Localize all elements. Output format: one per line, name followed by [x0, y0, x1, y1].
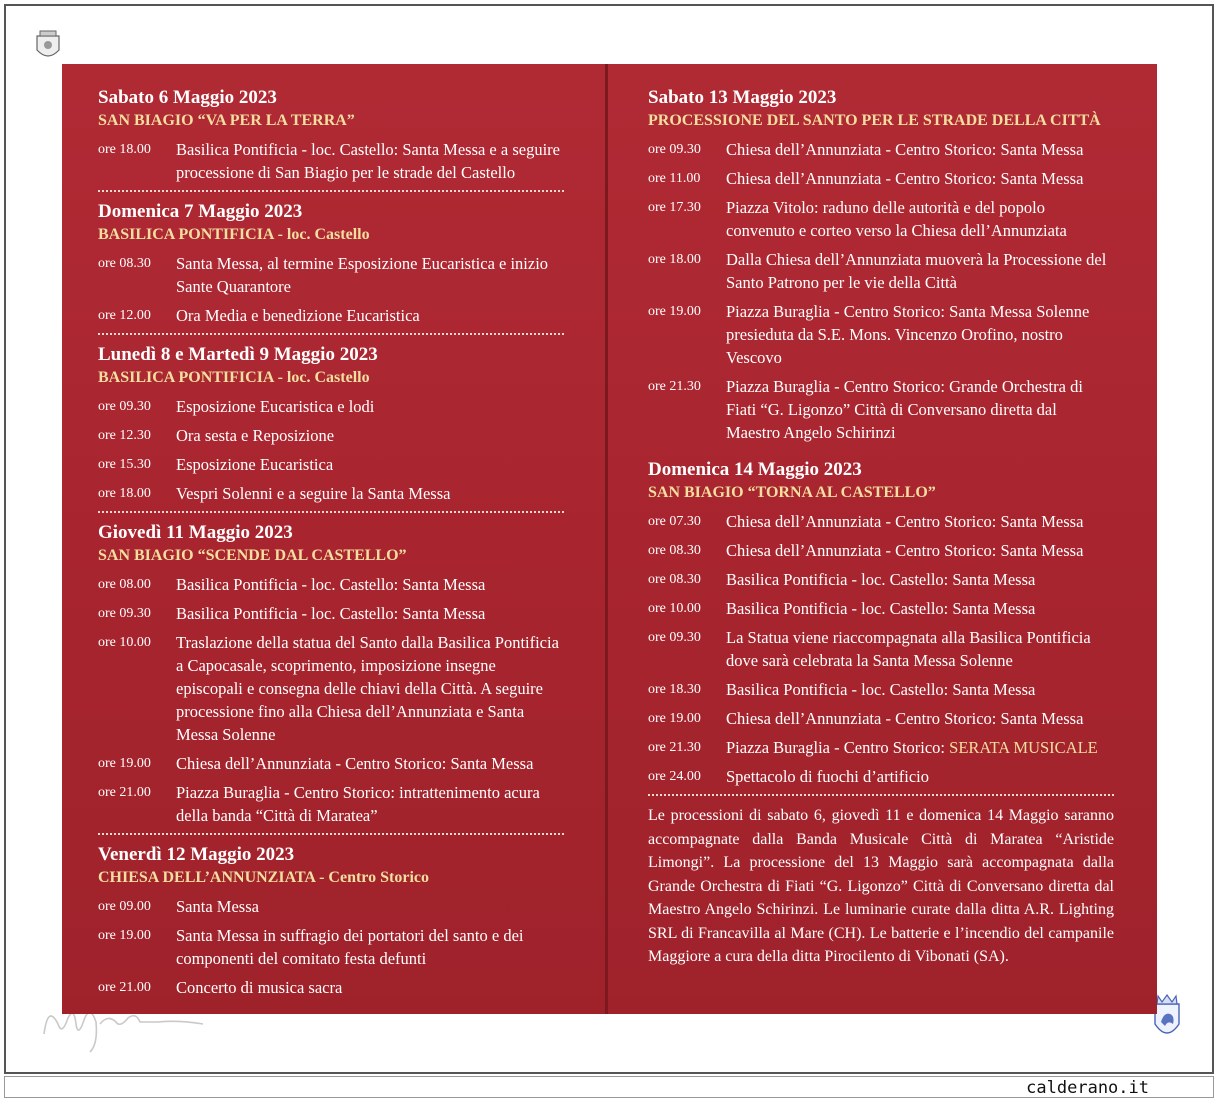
event-description — [726, 248, 1114, 294]
event-row — [648, 375, 1114, 444]
event-description — [176, 138, 564, 184]
event-row — [98, 924, 564, 970]
event-row — [98, 602, 564, 625]
schedule-day — [98, 521, 564, 827]
event-description — [726, 510, 1114, 533]
event-description — [176, 976, 564, 999]
dotted-separator — [98, 190, 564, 192]
left-page — [62, 64, 606, 1014]
town-crest-icon — [34, 30, 62, 62]
event-text: Piazza Vitolo: raduno delle autorità e del popolo convenuto e corteo verso la Chiesa dell’Annunziata — [726, 198, 1067, 240]
event-time: ore 24.00 — [648, 769, 701, 784]
event-text: Chiesa dell’Annunziata - Centro Storico: Santa Messa — [176, 754, 534, 773]
event-highlight: SERATA MUSICALE — [949, 738, 1098, 757]
event-row — [648, 597, 1114, 620]
day-subtitle — [648, 482, 1114, 504]
event-description — [726, 300, 1114, 369]
event-text: La Statua viene riaccompagnata alla Basilica Pontificia dove sarà celebrata la Santa Messa Solenne — [726, 628, 1091, 670]
event-text: Chiesa dell’Annunziata - Centro Storico: Santa Messa — [726, 512, 1084, 531]
event-time: ore 12.30 — [98, 428, 151, 443]
event-time: ore 19.00 — [98, 756, 151, 771]
event-text: Vespri Solenni e a seguire la Santa Messa — [176, 484, 451, 503]
event-text: Basilica Pontificia - loc. Castello: Santa Messa e a seguire processione di San Biagio per le strade del Castello — [176, 140, 560, 182]
event-text: Piazza Buraglia - Centro Storico: intrattenimento acura della banda “Città di Maratea” — [176, 783, 540, 825]
site-credit: calderano.it — [1026, 1078, 1149, 1098]
event-row — [98, 631, 564, 746]
event-row — [98, 424, 564, 447]
event-text: Ora Media e benedizione Eucaristica — [176, 306, 420, 325]
right-schedule — [648, 86, 1114, 969]
event-text: Piazza Buraglia - Centro Storico: — [726, 738, 950, 757]
event-row — [98, 482, 564, 505]
event-row — [98, 395, 564, 418]
event-row — [98, 895, 564, 918]
event-text: Santa Messa — [176, 897, 259, 916]
day-subtitle — [98, 545, 564, 567]
event-time: ore 19.00 — [98, 928, 151, 943]
event-time: ore 12.00 — [98, 308, 151, 323]
event-row — [98, 752, 564, 775]
event-time: ore 09.30 — [648, 630, 701, 645]
event-row — [648, 167, 1114, 190]
event-description — [726, 678, 1114, 701]
right-page — [608, 64, 1157, 1014]
day-subtitle-text: SAN BIAGIO “VA PER LA TERRA” — [98, 112, 355, 129]
event-text: Piazza Buraglia - Centro Storico: Santa Messa Solenne presieduta da S.E. Mons. Vincenzo Orofino, nostro Vescovo — [726, 302, 1090, 367]
event-time: ore 10.00 — [648, 601, 701, 616]
event-row — [98, 138, 564, 184]
event-time: ore 15.30 — [98, 457, 151, 472]
day-subtitle-text: CHIESA DELL’ANNUNZIATA — [98, 869, 316, 886]
event-time: ore 08.30 — [648, 572, 701, 587]
event-text: Chiesa dell’Annunziata - Centro Storico: Santa Messa — [726, 169, 1084, 188]
schedule-day — [648, 86, 1114, 444]
schedule-day — [98, 343, 564, 505]
event-time: ore 09.30 — [648, 142, 701, 157]
event-text: Chiesa dell’Annunziata - Centro Storico: Santa Messa — [726, 140, 1084, 159]
day-subtitle-text: SAN BIAGIO “SCENDE DAL CASTELLO” — [98, 547, 407, 564]
event-time: ore 19.00 — [648, 304, 701, 319]
day-subtitle — [98, 224, 564, 246]
event-text: Chiesa dell’Annunziata - Centro Storico: Santa Messa — [726, 541, 1084, 560]
day-subtitle — [98, 367, 564, 389]
event-text: Basilica Pontificia - loc. Castello: Santa Messa — [176, 604, 486, 623]
event-time: ore 18.00 — [98, 142, 151, 157]
schedule-day — [98, 200, 564, 327]
event-row — [98, 976, 564, 999]
event-description — [176, 781, 564, 827]
event-description — [726, 138, 1114, 161]
day-subtitle-text: SAN BIAGIO “TORNA AL CASTELLO” — [648, 484, 936, 501]
event-row — [648, 138, 1114, 161]
event-text: Dalla Chiesa dell’Annunziata muoverà la Processione del Santo Patrono per le vie della Città — [726, 250, 1107, 292]
event-time: ore 09.30 — [98, 399, 151, 414]
event-row — [648, 678, 1114, 701]
event-text: Chiesa dell’Annunziata - Centro Storico: Santa Messa — [726, 709, 1084, 728]
event-description — [176, 304, 564, 327]
event-row — [648, 736, 1114, 759]
event-row — [98, 252, 564, 298]
event-row — [648, 707, 1114, 730]
event-time: ore 18.00 — [648, 252, 701, 267]
event-description — [176, 895, 564, 918]
event-description — [176, 631, 564, 746]
credits-note: Le processioni di sabato 6, giovedì 11 e domenica 14 Maggio saranno accompagnate dalla Banda Musicale Città di Maratea “Aristide Limongi”. La processione del 13 Maggio sarà accompagnata dalla Grande Orchestra di Fiati “G. Ligonzo” Città di Conversano diretta dal Maestro Angelo Schirinzi. Le luminarie curate dalla ditta A.R. Lighting SRL di Francavilla al Mare (CH). Le batterie e l’incendio del campanile Maggiore a cura della ditta Pirocilento di Vibonati (SA). — [648, 807, 1114, 965]
event-time: ore 21.30 — [648, 740, 701, 755]
event-time: ore 11.00 — [648, 171, 701, 186]
event-description — [176, 395, 564, 418]
event-row — [648, 248, 1114, 294]
event-time: ore 18.00 — [98, 486, 151, 501]
event-description — [176, 424, 564, 447]
event-description — [726, 196, 1114, 242]
event-time: ore 17.30 — [648, 200, 701, 215]
event-row — [98, 453, 564, 476]
schedule-day — [98, 843, 564, 999]
event-row — [648, 196, 1114, 242]
event-time: ore 08.30 — [98, 256, 151, 271]
event-time: ore 07.30 — [648, 514, 701, 529]
event-description — [176, 252, 564, 298]
event-time: ore 09.00 — [98, 899, 151, 914]
event-time: ore 09.30 — [98, 606, 151, 621]
event-text: Basilica Pontificia - loc. Castello: Santa Messa — [726, 680, 1036, 699]
day-subtitle-text: PROCESSIONE DEL SANTO PER LE STRADE DELLA CITTÀ — [648, 112, 1101, 129]
event-description — [176, 752, 564, 775]
event-text: Santa Messa, al termine Esposizione Eucaristica e inizio Sante Quarantore — [176, 254, 549, 296]
day-subtitle-text: BASILICA PONTIFICIA - loc. Castello — [98, 369, 370, 386]
day-subtitle — [648, 110, 1114, 132]
day-date: Giovedì 11 Maggio 2023 — [98, 522, 293, 543]
event-text: Spettacolo di fuochi d’artificio — [726, 767, 929, 786]
event-time: ore 19.00 — [648, 711, 701, 726]
event-text: Esposizione Eucaristica — [176, 455, 334, 474]
event-text: Ora sesta e Reposizione — [176, 426, 335, 445]
event-row — [648, 539, 1114, 562]
footer-bar — [4, 1076, 1214, 1098]
event-row — [98, 304, 564, 327]
event-row — [98, 781, 564, 827]
event-row — [648, 765, 1114, 788]
schedule-day — [648, 458, 1114, 788]
event-time: ore 18.30 — [648, 682, 701, 697]
event-description — [176, 924, 564, 970]
event-time: ore 08.30 — [648, 543, 701, 558]
event-time: ore 21.00 — [98, 980, 151, 995]
event-row — [648, 626, 1114, 672]
dotted-separator — [98, 833, 564, 835]
event-description — [176, 602, 564, 625]
event-description — [176, 482, 564, 505]
day-date: Lunedì 8 e Martedì 9 Maggio 2023 — [98, 344, 378, 365]
event-time: ore 08.00 — [98, 577, 151, 592]
event-row — [648, 510, 1114, 533]
event-description — [176, 573, 564, 596]
event-text: Piazza Buraglia - Centro Storico: Grande Orchestra di Fiati “G. Ligonzo” Città di Conversano diretta dal Maestro Angelo Schirinzi — [726, 377, 1083, 442]
event-row — [98, 573, 564, 596]
event-description — [726, 167, 1114, 190]
event-time: ore 10.00 — [98, 635, 151, 650]
event-description — [726, 707, 1114, 730]
day-subtitle-tail: - Centro Storico — [315, 869, 429, 886]
event-text: Basilica Pontificia - loc. Castello: Santa Messa — [726, 599, 1036, 618]
day-subtitle — [98, 867, 564, 889]
event-text: Concerto di musica sacra — [176, 978, 343, 997]
event-text: Esposizione Eucaristica e lodi — [176, 397, 375, 416]
dotted-separator — [98, 511, 564, 513]
event-row — [648, 568, 1114, 591]
event-description — [726, 597, 1114, 620]
dotted-separator — [648, 794, 1114, 796]
day-date: Sabato 13 Maggio 2023 — [648, 87, 837, 108]
event-row — [648, 300, 1114, 369]
schedule-day — [98, 86, 564, 184]
dotted-separator — [98, 333, 564, 335]
day-date: Venerdì 12 Maggio 2023 — [98, 844, 295, 865]
event-description — [726, 539, 1114, 562]
day-date: Domenica 14 Maggio 2023 — [648, 459, 862, 480]
event-description — [726, 375, 1114, 444]
event-time: ore 21.00 — [98, 785, 151, 800]
event-text: Basilica Pontificia - loc. Castello: Santa Messa — [176, 575, 486, 594]
event-text: Traslazione della statua del Santo dalla Basilica Pontificia a Capocasale, scoprimento, imposizione insegne episcopali e consegna delle chiavi della Città. A seguire processione fino alla Chiesa dell’Annunziata e Santa Messa Solenne — [176, 633, 559, 744]
event-time: ore 21.30 — [648, 379, 701, 394]
day-subtitle — [98, 110, 564, 132]
event-description — [726, 736, 1114, 759]
event-description — [726, 568, 1114, 591]
event-description — [726, 765, 1114, 788]
day-subtitle-text: BASILICA PONTIFICIA - loc. Castello — [98, 226, 370, 243]
event-description — [726, 626, 1114, 672]
event-description — [176, 453, 564, 476]
day-date: Domenica 7 Maggio 2023 — [98, 201, 303, 222]
event-text: Santa Messa in suffragio dei portatori del santo e dei componenti del comitato festa defunti — [176, 926, 524, 968]
event-text: Basilica Pontificia - loc. Castello: Santa Messa — [726, 570, 1036, 589]
day-date: Sabato 6 Maggio 2023 — [98, 87, 277, 108]
left-schedule — [98, 86, 564, 1005]
section-gap — [648, 450, 1114, 458]
